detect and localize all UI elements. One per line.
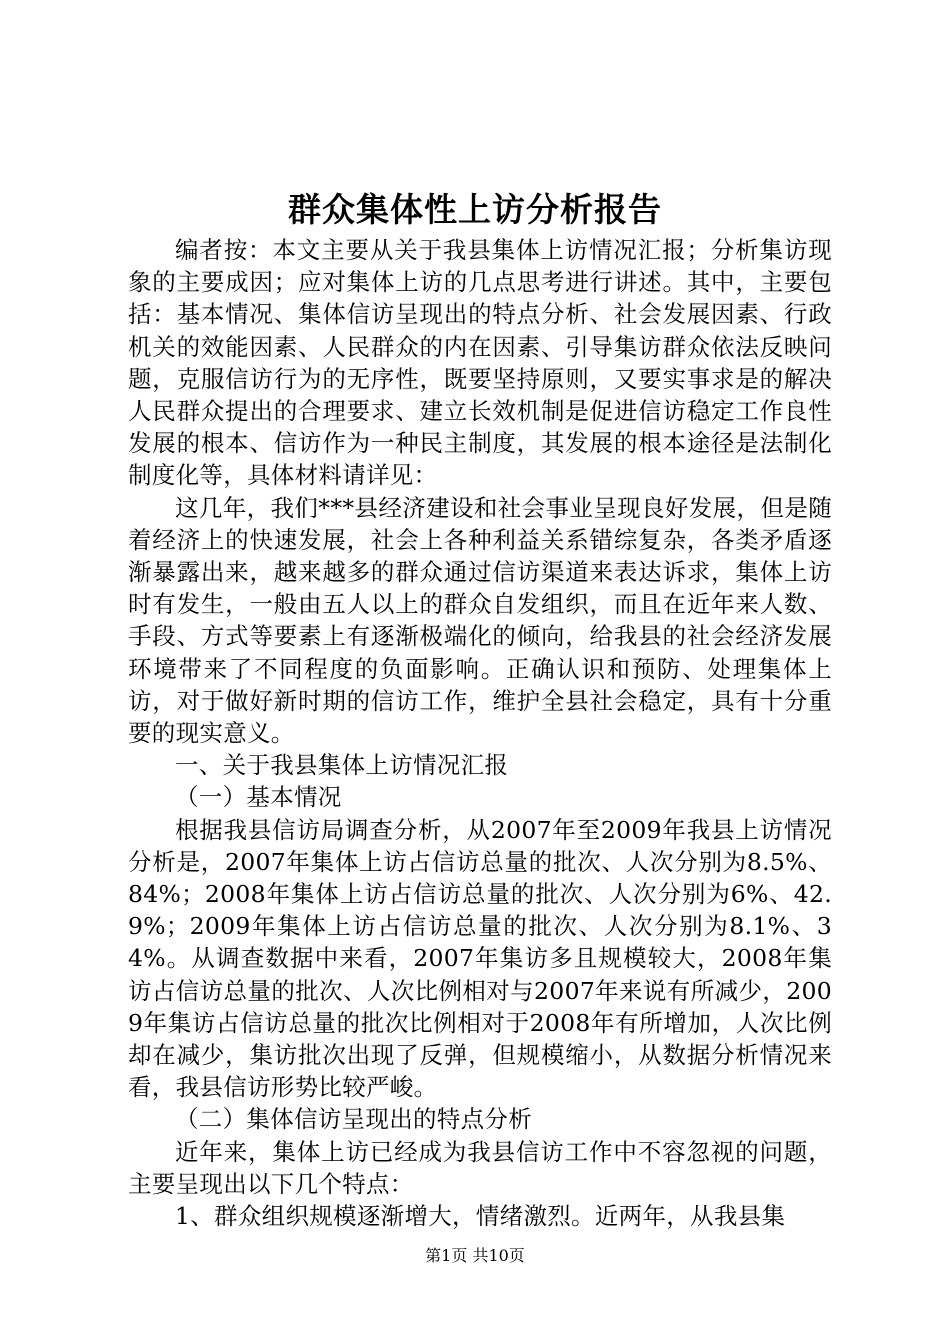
statistics-paragraph: 根据我县信访局调查分析，从2007年至2009年我县上访情况分析是，2007年集体上访占信访总量的批次、人次分别为8.5%、84%；2008年集体上访占信访总量的批次、人次分别为6%、42.9%；2009年集体上访占信访总量的批次、人次分别为8.1%、34%。从调查数据中来看，2007年集访多且规模较大，2008年集访占信访总量的批次、人次比例相对与2007年来说有所减少，2009年集访占信访总量的批次比例相对于2008年有所增加，人次比例却在减少，集访批次出现了反弹，但规模缩小，从数据分析情况来看，我县信访形势比较严峻。 [128,815,832,1102]
page-number-footer: 第1页 共10页 [425,1246,525,1265]
document-title: 群众集体性上访分析报告 [288,190,662,229]
subsection-heading: （二）集体信访呈现出的特点分析 [175,1105,532,1134]
body-paragraph: 1、群众组织规模逐渐增大，情绪激烈。近两年，从我县集 [175,1202,786,1231]
document-body [128,234,832,1232]
subsection-heading: （一）基本情况 [175,783,342,812]
section-heading: 一、关于我县集体上访情况汇报 [175,751,509,780]
intro-paragraph: 这几年，我们***县经济建设和社会事业呈现良好发展，但是随着经济上的快速发展，社会上各种利益关系错综复杂，各类矛盾逐渐暴露出来，越来越多的群众通过信访渠道来表达诉求，集体上访时有发生，一般由五人以上的群众自发组织，而且在近年来人数、手段、方式等要素上有逐渐极端化的倾向，给我县的社会经济发展环境带来了不同程度的负面影响。正确认识和预防、处理集体上访，对于做好新时期的信访工作，维护全县社会稳定，具有十分重要的现实意义。 [128,493,832,748]
editor-note-paragraph: 编者按：本文主要从关于我县集体上访情况汇报；分析集访现象的主要成因；应对集体上访的几点思考进行讲述。其中，主要包括：基本情况、集体信访呈现出的特点分析、社会发展因素、行政机关的效能因素、人民群众的内在因素、引导集访群众依法反映问题，克服信访行为的无序性，既要坚持原则，又要实事求是的解决人民群众提出的合理要求、建立长效机制是促进信访稳定工作良性发展的根本、信访作为一种民主制度，其发展的根本途径是法制化制度化等，具体材料请详见： [128,236,832,490]
body-paragraph: 近年来，集体上访已经成为我县信访工作中不容忽视的问题，主要呈现出以下几个特点： [128,1137,832,1198]
